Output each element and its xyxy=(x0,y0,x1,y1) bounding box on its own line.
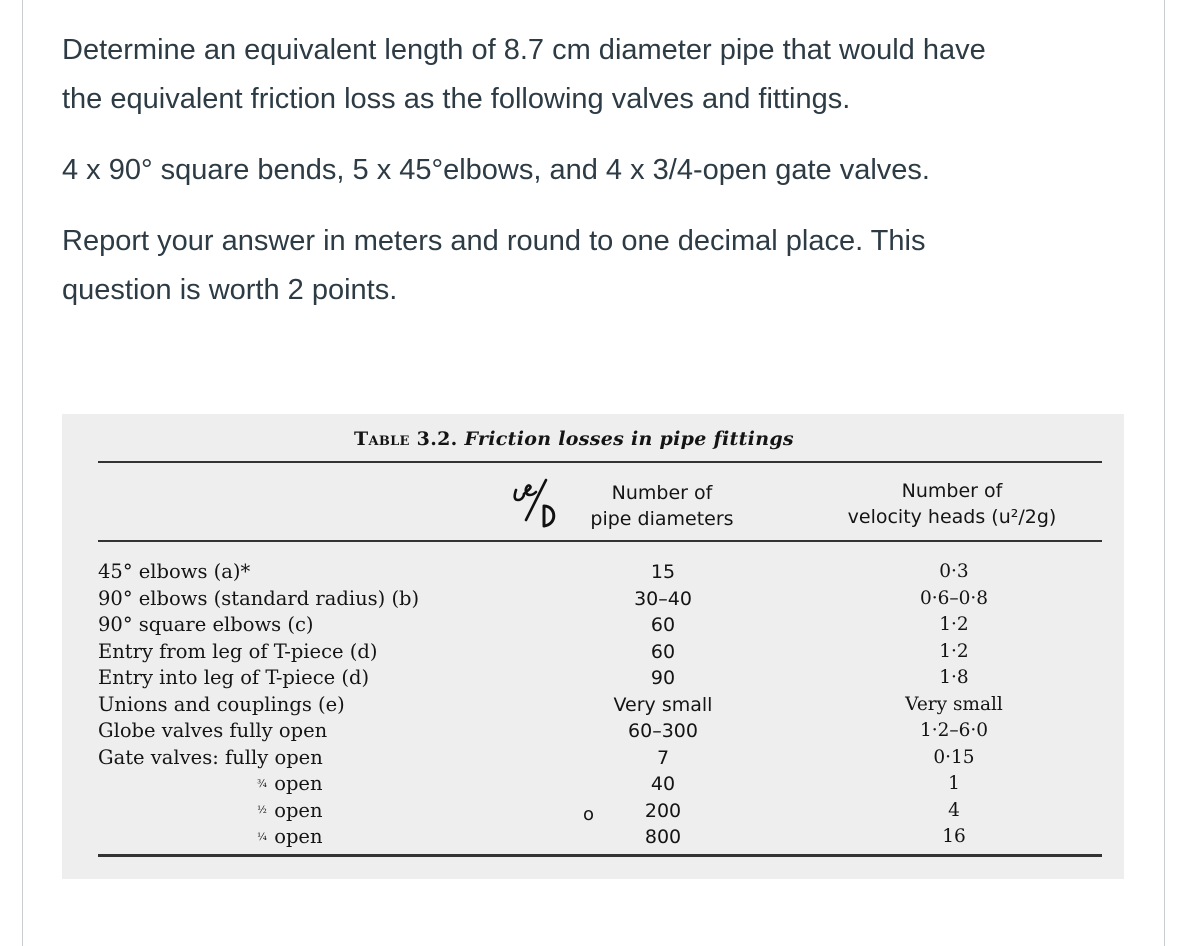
fraction: ½ xyxy=(257,805,267,816)
row-label: Unions and couplings (e) xyxy=(98,692,345,716)
question-line-4: Report your answer in meters and round to one decimal place. This xyxy=(62,225,926,257)
question-text xyxy=(62,26,1122,315)
cell-ld: 60–300 xyxy=(628,720,698,742)
column-header-pipe-diameters-line1: Number of xyxy=(611,482,713,504)
cell-vh: 0·3 xyxy=(939,561,969,582)
cell-vh: 1·8 xyxy=(939,667,969,688)
column-header-velocity-heads xyxy=(802,478,1102,530)
cell-vh: 0·6–0·8 xyxy=(919,587,989,609)
cell-vh: 1·2 xyxy=(939,614,969,635)
cell-ld: 7 xyxy=(656,746,670,769)
cell-ld: 90 xyxy=(650,667,676,689)
row-label-three-quarter-open xyxy=(98,771,419,798)
cell-vh: 4 xyxy=(948,799,960,821)
question-paragraph-2: 4 x 90° square bends, 5 x 45°elbows, and 4 x 3/4-open gate valves. xyxy=(62,154,930,186)
row-label-text: open xyxy=(274,772,323,795)
row-label-half-open xyxy=(98,798,419,825)
row-label: 90° square elbows (c) xyxy=(98,613,314,636)
fraction: ¼ xyxy=(257,831,267,843)
handwritten-le-d-note xyxy=(508,476,568,530)
cell-vh: 0·15 xyxy=(933,746,975,768)
stray-mark: o xyxy=(583,804,595,825)
row-label: Globe valves fully open xyxy=(98,719,328,742)
question-paragraph-3 xyxy=(62,217,1122,315)
cell-ld: 200 xyxy=(644,799,682,822)
question-line-5: question is worth 2 points. xyxy=(62,274,398,306)
cell-vh: 1·2 xyxy=(939,640,969,662)
question-line-2: the equivalent friction loss as the following valves and fittings. xyxy=(62,83,851,115)
cell-ld: Very small xyxy=(613,693,713,716)
cell-ld: 60 xyxy=(650,614,676,636)
column-header-velocity-heads-line1: Number of xyxy=(901,480,1003,502)
column-header-pipe-diameters-line2: pipe diameters xyxy=(590,508,734,530)
column-header-velocity-heads-line2: velocity heads (u²/2g) xyxy=(847,506,1057,528)
cell-ld: 40 xyxy=(650,773,676,795)
cell-ld: 800 xyxy=(644,826,682,848)
row-label: Entry into leg of T-piece (d) xyxy=(98,666,370,689)
table-top-rule xyxy=(98,461,1102,463)
table-column-velocity-heads xyxy=(844,559,1064,851)
table-bottom-rule xyxy=(98,854,1102,857)
row-label-text: open xyxy=(274,798,323,822)
column-header-pipe-diameters xyxy=(562,480,762,532)
question-paragraph-1 xyxy=(62,26,1122,124)
cell-vh: 16 xyxy=(942,826,966,847)
row-label: Entry from leg of T-piece (d) xyxy=(98,639,378,663)
table-column-pipe-diameters xyxy=(568,559,758,851)
row-label: Gate valves: fully open xyxy=(98,745,323,769)
cell-vh: 1 xyxy=(948,773,960,794)
table-caption-label: Table 3.2. xyxy=(354,428,458,450)
table-header-rule xyxy=(98,540,1102,542)
row-label-text: open xyxy=(274,825,323,848)
cell-vh: Very small xyxy=(905,693,1003,715)
friction-table-image xyxy=(62,414,1124,879)
cell-ld: 60 xyxy=(650,640,676,663)
cell-ld: 15 xyxy=(650,561,676,583)
table-row-labels xyxy=(98,559,419,851)
table-caption-title: Friction losses in pipe fittings xyxy=(464,428,794,450)
table-caption xyxy=(354,428,794,450)
row-label-quarter-open xyxy=(98,824,419,851)
row-label: 45° elbows (a)* xyxy=(98,560,251,583)
fraction: ¾ xyxy=(257,778,267,790)
cell-vh: 1·2–6·0 xyxy=(919,720,989,741)
question-line-1: Determine an equivalent length of 8.7 cm diameter pipe that would have xyxy=(62,34,986,66)
cell-ld: 30–40 xyxy=(634,587,692,610)
row-label: 90° elbows (standard radius) (b) xyxy=(98,586,420,610)
